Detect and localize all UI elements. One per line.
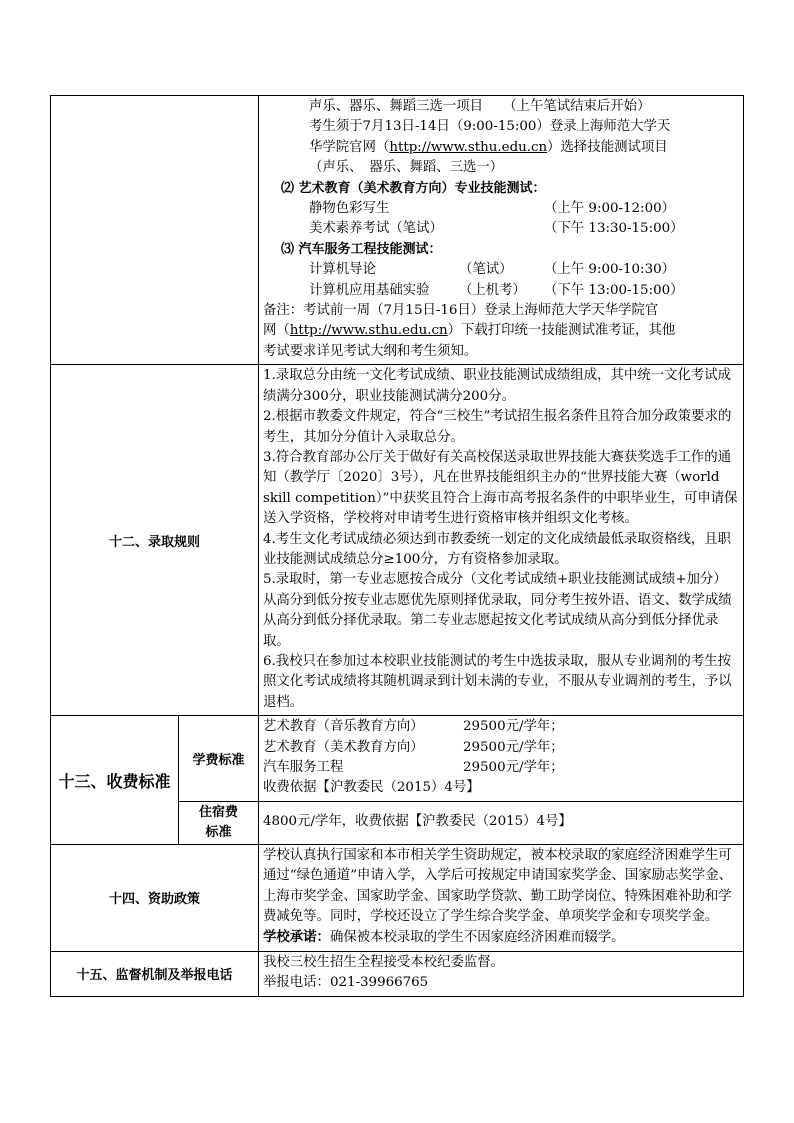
sthu-website-link[interactable]: http://www.sthu.edu.cn — [289, 323, 448, 339]
supervision-label: 十五、监督机制及举报电话 — [51, 951, 259, 996]
financial-aid-content — [259, 845, 743, 951]
fees-label: 十三、收费标准 — [51, 716, 179, 845]
music-item-line: 声乐、器乐、舞蹈三选一项目 （上午笔试结束后开始） — [309, 99, 651, 114]
row-skill-tests-label — [51, 96, 259, 365]
art-test-item: 静物色彩写生 （上午 9:00-12:00） — [309, 201, 676, 217]
report-phone: 举报电话：021-39966765 — [263, 975, 429, 991]
row-fees-tuition — [51, 716, 744, 802]
rule-paragraph: 5.录取时，第一专业志愿按合成分（文化考试成绩+职业技能测试成绩+加分）从高分到低分按专业志愿优先原则择优录取，同分考生按外语、语文、数学成绩从高分到低分择优录取。第二专业志愿起按文化考试成绩从高分到低分择优录取。 — [263, 572, 732, 649]
admission-rules-content — [259, 365, 743, 715]
supervision-content — [259, 952, 743, 996]
register-line-2: 华学院官网（http://www.sthu.edu.cn）选择技能测试项目 — [309, 139, 668, 155]
admission-info-table — [50, 95, 744, 997]
tuition-label: 学费标准 — [179, 716, 259, 802]
rule-paragraph: 3.符合教育部办公厅关于做好有关高校保送录取世界技能大赛获奖选手工作的通知（教学厅〔2020〕3号），凡在世界技能组织主办的“世界技能大赛（world skill competition）”中获奖且符合上海市高考报名条件的中职毕业生，可申请保送入学资格，学校将对申请考生进行资格审核并组织文化考核。 — [263, 449, 738, 527]
row-supervision — [51, 951, 744, 996]
tuition-line: 艺术教育（音乐教育方向） 29500元/学年； — [263, 719, 564, 735]
admission-rules-label: 十二、录取规则 — [51, 365, 259, 716]
financial-aid-label: 十四、资助政策 — [51, 844, 259, 951]
note-line-1: 备注：考试前一周（7月15日-16日）登录上海师范大学天华学院官 — [263, 303, 659, 319]
dorm-label: 住宿费 标准 — [179, 801, 259, 844]
tuition-line: 汽车服务工程 29500元/学年； — [263, 760, 564, 775]
art-test-item: 美术素养考试（笔试） （下午 13:30-15:00） — [309, 221, 684, 237]
tuition-content — [259, 716, 743, 801]
financial-aid-promise: 学校承诺：确保被本校录取的学生不因家庭经济困难而辍学。 — [263, 929, 625, 946]
rule-paragraph: 6.我校只在参加过本校职业技能测试的考生中选拔录取，服从专业调剂的考生按照文化考试成绩将其随机调录到计划未满的专业，不服从专业调剂的考生，予以退档。 — [263, 653, 732, 710]
rule-paragraph: 2.根据市教委文件规定，符合“三校生”考试招生报名条件且符合加分政策要求的考生，其加分分值计入录取总分。 — [263, 409, 732, 445]
sthu-website-link[interactable]: http://www.sthu.edu.cn — [389, 139, 548, 155]
art-test-title: ⑵ 艺术教育（美术教育方向）专业技能测试： — [281, 180, 546, 196]
row-admission-rules — [51, 365, 744, 716]
row-financial-aid — [51, 844, 744, 951]
register-line-1: 考生须于7月13日-14日（9:00-15:00）登录上海师范大学天 — [309, 119, 671, 135]
note-line-2: 网（http://www.sthu.edu.cn）下载打印统一技能测试准考证，其他 — [263, 323, 676, 339]
rule-paragraph: 1.录取总分由统一文化考试成绩、职业技能测试成绩组成，其中统一文化考试成绩满分300分，职业技能测试满分200分。 — [263, 368, 732, 404]
note-line-3: 考试要求详见考试大纲和考生须知。 — [263, 343, 478, 359]
dorm-content: 4800元/学年，收费依据【沪教委民（2015）4号】 — [263, 814, 572, 830]
skill-tests-content — [259, 96, 743, 364]
register-line-3: （声乐、 器乐、舞蹈、三选一） — [309, 160, 504, 176]
rule-paragraph: 4.考生文化考试成绩必须达到市教委统一划定的文化成绩最低录取资格线，且职业技能测试成绩总分≥100分，方有资格参加录取。 — [263, 531, 732, 567]
supervision-line: 我校三校生招生全程接受本校纪委监督。 — [263, 954, 505, 970]
financial-aid-text: 学校认真执行国家和本市相关学生资助规定，被本校录取的家庭经济困难学生可通过“绿色通道”申请入学，入学后可按规定申请国家奖学金、国家励志奖学金、上海市奖学金、国家助学金、国家助学贷款、勤工助学岗位、特殊困难补助和学费减免等。同时，学校还设立了学生综合奖学金、单项奖学金和专项奖学金。 — [263, 847, 732, 925]
auto-test-item: 计算机导论 （笔试） （上午 9:00-10:30） — [309, 262, 676, 278]
tuition-line: 艺术教育（美术教育方向） 29500元/学年； — [263, 739, 564, 755]
tuition-basis: 收费依据【沪教委民（2015）4号】 — [263, 780, 480, 796]
auto-test-item: 计算机应用基础实验 （上机考） （下午 13:00-15:00） — [309, 282, 684, 298]
row-skill-tests — [51, 96, 744, 365]
auto-test-title: ⑶ 汽车服务工程技能测试： — [281, 241, 442, 257]
